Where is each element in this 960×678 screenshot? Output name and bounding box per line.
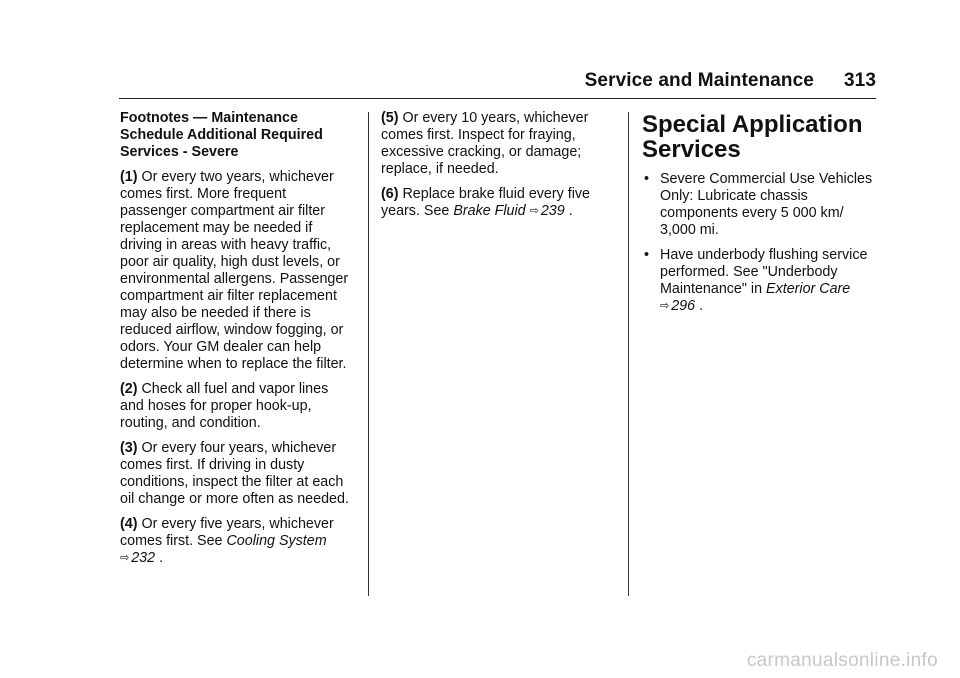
footnote-number: (6): [381, 186, 399, 202]
header-divider: [119, 98, 876, 99]
footnote-text: Or every four years, whichever comes first. If driving in dusty conditions, inspect the filter at each oil change or more often as needed.: [120, 440, 349, 507]
page-ref-link[interactable]: 232: [131, 550, 156, 566]
footnote-text: Or every 10 years, whichever comes first. Inspect for fraying, excessive cracking, or damage; replace, if needed.: [381, 110, 589, 177]
cross-reference-link[interactable]: Brake Fluid: [453, 203, 526, 219]
list-item-text: Have underbody flushing service performed. See "Underbody Maintenance" in: [660, 247, 868, 297]
bullet-icon: •: [644, 171, 650, 187]
footnote-5: [381, 110, 611, 178]
page-ref-arrow-icon: ⇨: [529, 205, 539, 217]
footnote-text: Replace brake fluid every five years. See: [381, 186, 591, 219]
footnote-6: (6) Replace brake fluid every five years. See Brake Fluid ⇨ 239 .: [381, 186, 591, 219]
footnote-text: Or every two years, whichever comes first. More frequent passenger compartment air filter replacement may be needed if driving in areas with heavy traffic, poor air quality, high dust levels, or environmental allergens. Passenger compartment air filter replacement may also be needed if there is reduced airflow, window fogging, or odors. Your GM dealer can help determine when to replace the filter.: [120, 169, 349, 372]
footnote-number: (4): [120, 516, 138, 532]
list-item: • Have underbody flushing service performed. See "Underbody Maintenance" in Exterior Care ⇨ 296 .: [644, 247, 868, 314]
footnote-text: Check all fuel and vapor lines and hoses for proper hook-up, routing, and condition.: [120, 381, 329, 431]
bullet-icon: •: [644, 247, 650, 263]
page-ref-link[interactable]: 239: [540, 203, 565, 219]
footnote-number: (5): [381, 110, 399, 126]
cross-reference-link[interactable]: Cooling System: [226, 533, 327, 549]
footnote-number: (3): [120, 440, 138, 456]
page-ref-arrow-icon: ⇨: [120, 552, 130, 564]
footnote-4: (4) Or every five years, whichever comes first. See Cooling System ⇨ 232 .: [120, 516, 334, 566]
page-number: 313: [843, 70, 876, 91]
column-divider: [628, 112, 629, 596]
page-header: [585, 70, 876, 92]
page-ref-arrow-icon: ⇨: [660, 300, 670, 312]
footnote-3: [120, 440, 356, 508]
list-item: [642, 171, 876, 239]
column-3: [642, 110, 876, 324]
cross-reference-link[interactable]: Exterior Care: [766, 281, 851, 297]
footnote-number: (1): [120, 169, 138, 185]
footnotes-title: Footnotes — Maintenance Schedule Additional Required Services - Severe: [120, 110, 323, 160]
watermark: carmanualsonline.info: [746, 650, 938, 671]
footnote-1: [120, 169, 356, 373]
footnote-2: [120, 381, 356, 432]
column-1: [120, 110, 356, 576]
section-title: Special Application Services: [642, 111, 863, 163]
column-divider: [368, 112, 369, 596]
section-name: Service and Maintenance: [584, 70, 814, 91]
footnote-number: (2): [120, 381, 138, 397]
list-item-text: Severe Commercial Use Vehicles Only: Lubricate chassis components every 5 000 km/ 3,000 mi.: [660, 171, 873, 238]
page-ref-link[interactable]: 296: [671, 298, 696, 314]
column-2: [381, 110, 611, 229]
footnote-text: Or every five years, whichever comes first. See: [120, 516, 334, 549]
